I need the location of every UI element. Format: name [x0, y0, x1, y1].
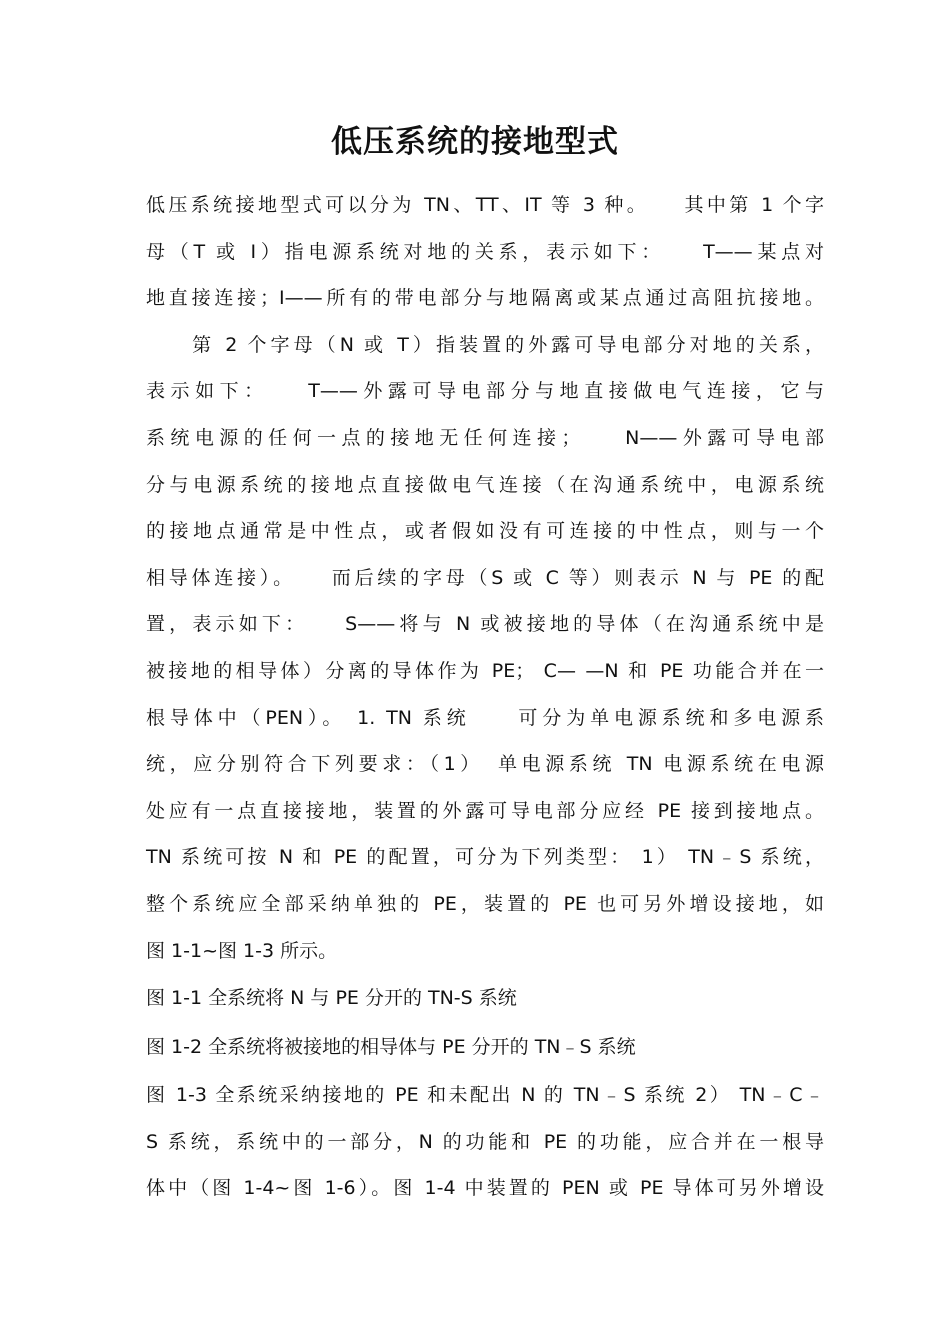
paragraph-line: 低压系统接地型式可以分为 TN、TT、IT 等 3 种。 其中第 1 个字 [146, 194, 824, 216]
paragraph-line: 统，应分别符合下列要求：（1） 单电源系统 TN 电源系统在电源 [146, 753, 824, 776]
paragraph-line: 体中（图 1-4~图 1-6）。图 1-4 中装置的 PEN 或 PE 导体可另外增设 [146, 1177, 824, 1200]
paragraph-line: 表示如下： T——外露可导电部分与地直接做电气连接，它与 [146, 380, 824, 403]
document-body [146, 182, 824, 1212]
document-title: 低压系统的接地型式 [331, 124, 619, 160]
paragraph-line: 整个系统应全部采纳单独的 PE，装置的 PE 也可另外增设接地，如 [146, 892, 824, 915]
paragraph-line: TN 系统可按 N 和 PE 的配置，可分为下列类型： 1） TN﹣S 系统， [146, 846, 824, 869]
paragraph-line: 的接地点通常是中性点，或者假如没有可连接的中性点，则与一个 [146, 520, 824, 543]
paragraph-line: 第 2 个字母（N 或 T）指装置的外露可导电部分对地的关系， [146, 333, 824, 356]
figure-caption: 图 1-2 全系统将被接地的相导体与 PE 分开的 TN﹣S 系统 [146, 1036, 636, 1059]
paragraph-line: 根导体中（PEN）。 1. TN 系统 可分为单电源系统和多电源系 [146, 706, 824, 729]
paragraph-line: 置，表示如下： S——将与 N 或被接地的导体（在沟通系统中是 [146, 613, 824, 636]
paragraph-line: 被接地的相导体）分离的导体作为 PE； C— —N 和 PE 功能合并在一 [146, 659, 824, 682]
paragraph-line: 地直接连接；I——所有的带电部分与地隔离或某点通过高阻抗接地。 [146, 287, 824, 310]
paragraph-line: 相导体连接）。 而后续的字母（S 或 C 等）则表示 N 与 PE 的配 [146, 566, 824, 589]
paragraph-line: S 系统，系统中的一部分，N 的功能和 PE 的功能，应合并在一根导 [146, 1130, 824, 1153]
paragraph-line: 图 1-1~图 1-3 所示。 [146, 939, 338, 962]
figure-caption: 图 1-1 全系统将 N 与 PE 分开的 TN-S 系统 [146, 987, 517, 1010]
paragraph-line: 系统电源的任何一点的接地无任何连接； N——外露可导电部 [146, 426, 824, 449]
paragraph-line: 分与电源系统的接地点直接做电气连接（在沟通系统中，电源系统 [146, 473, 824, 496]
paragraph-line: 图 1-3 全系统采纳接地的 PE 和未配出 N 的 TN﹣S 系统 2） TN﹣C﹣ [146, 1084, 824, 1107]
paragraph-line: 处应有一点直接接地，装置的外露可导电部分应经 PE 接到接地点。 [146, 799, 824, 822]
paragraph-line: 母（T 或 I）指电源系统对地的关系，表示如下： T——某点对 [146, 240, 824, 263]
